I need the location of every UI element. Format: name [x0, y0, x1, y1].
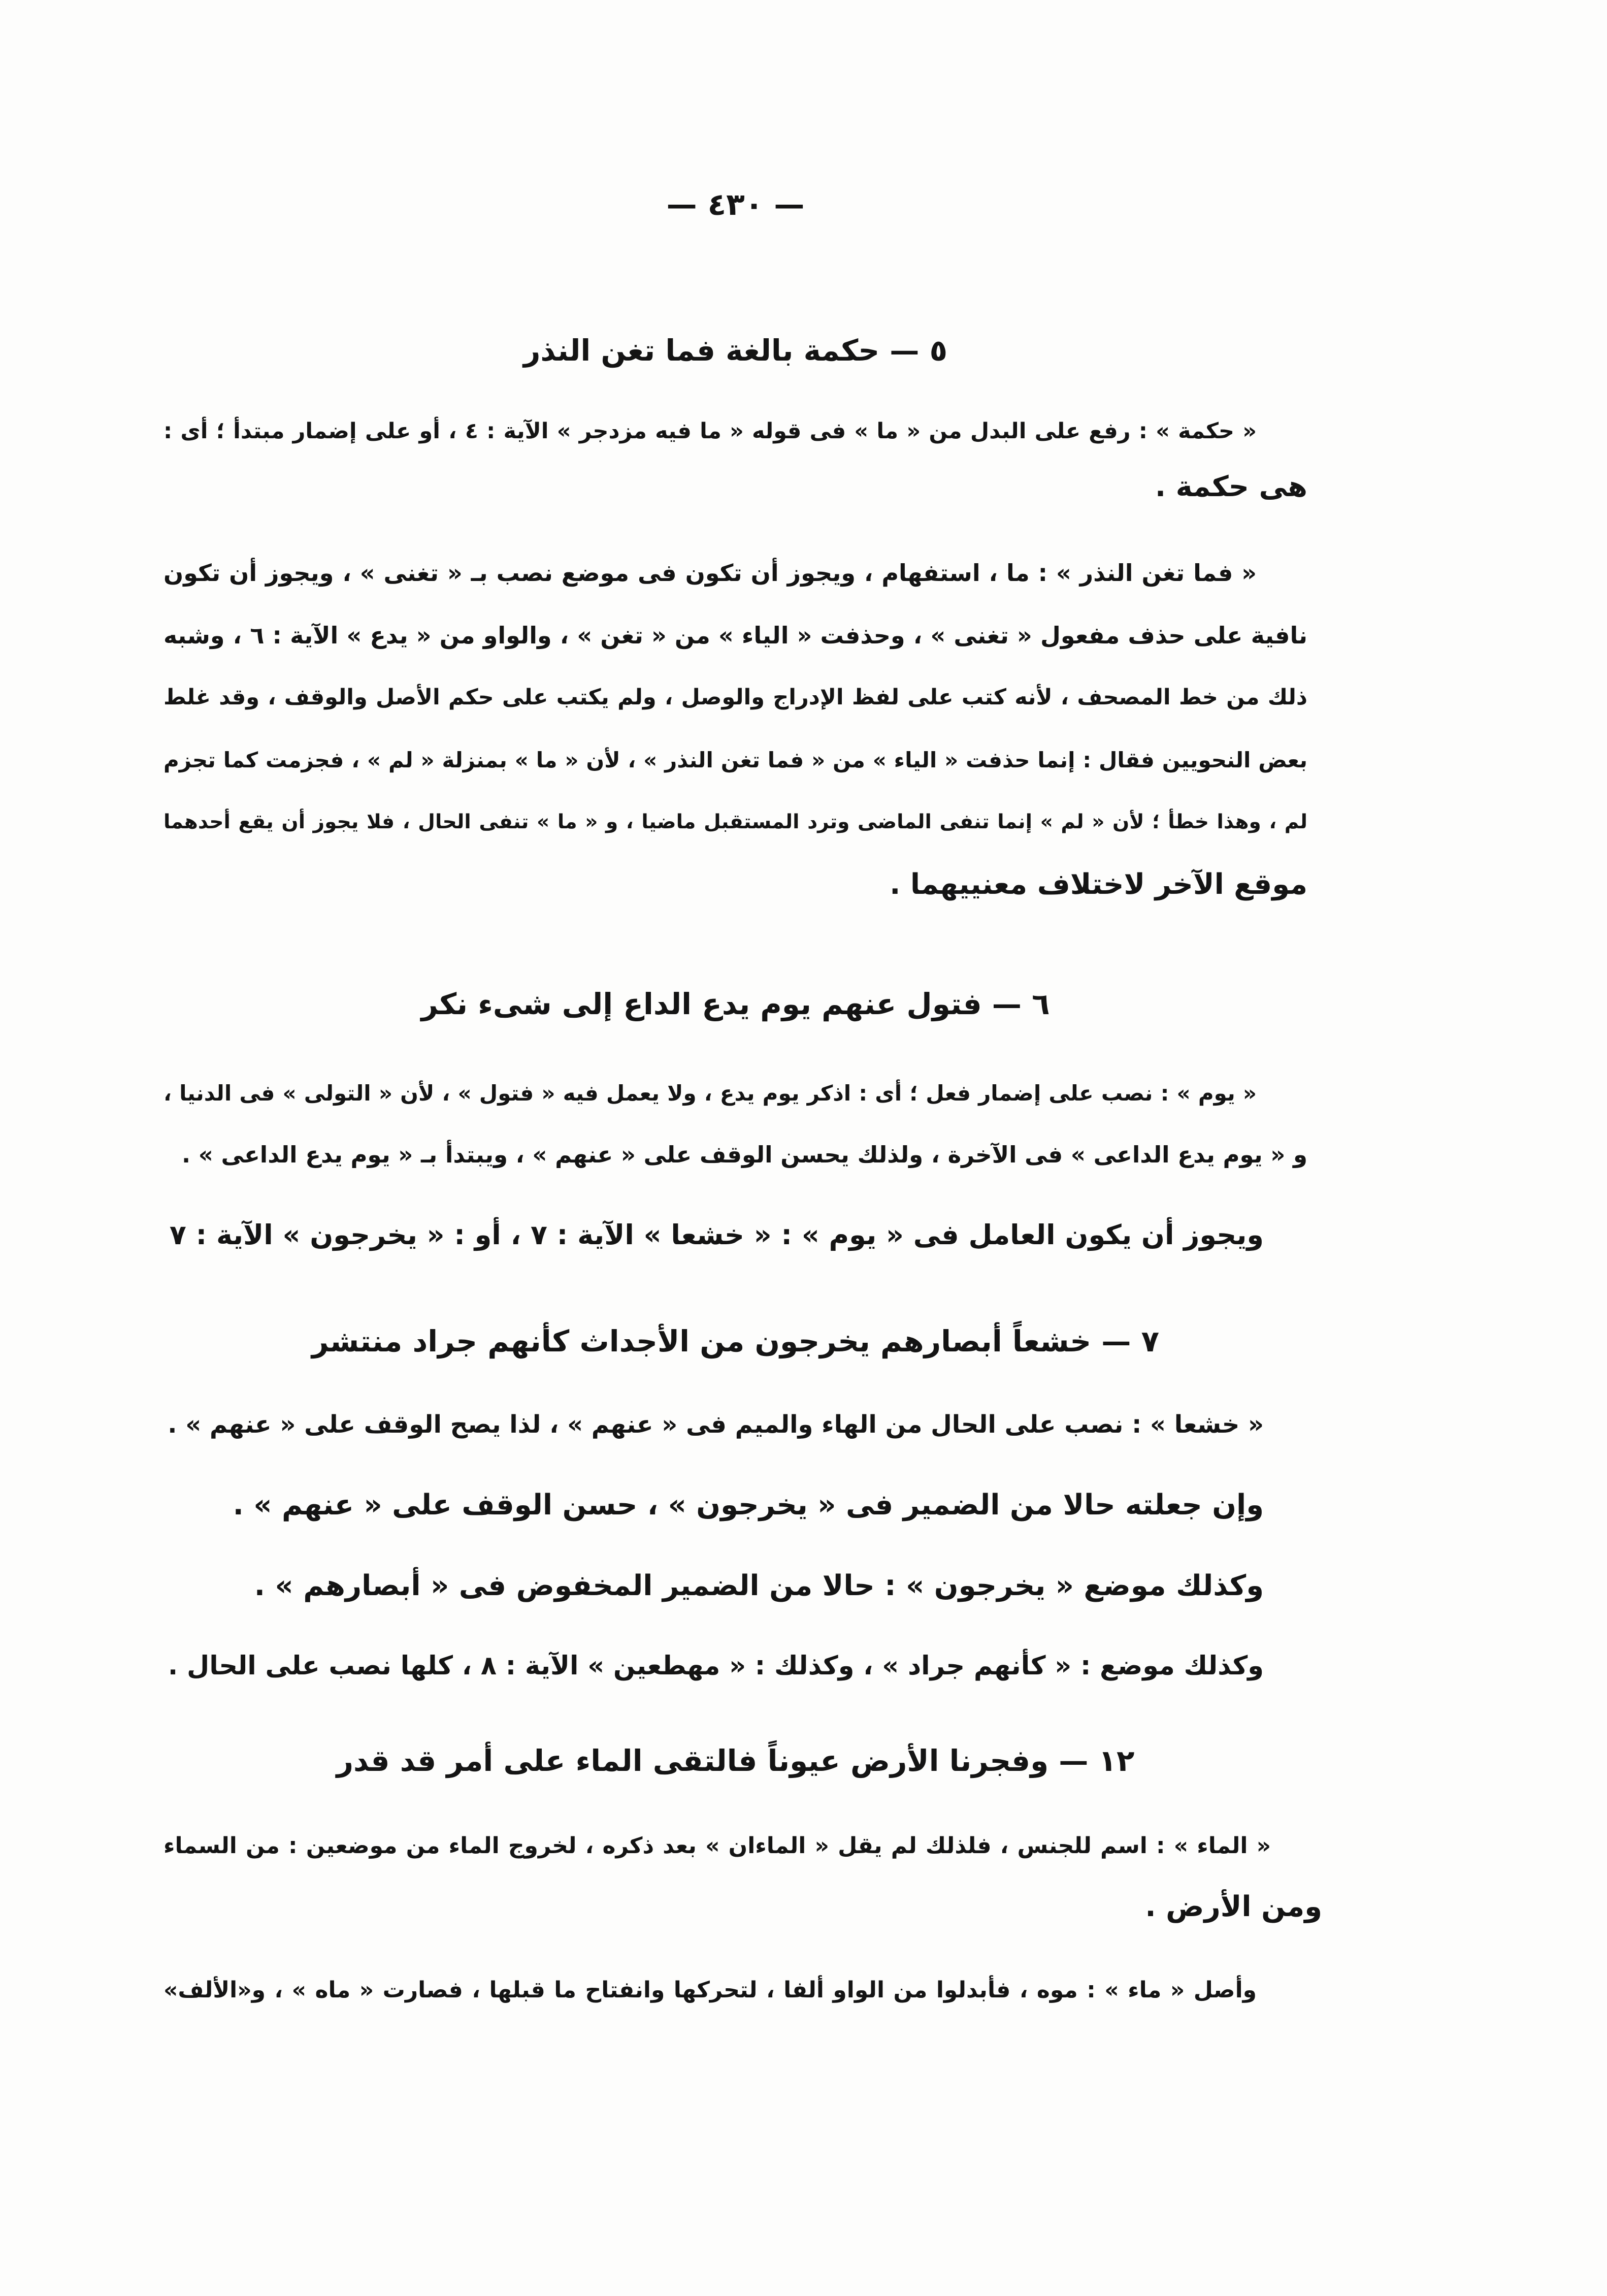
section-heading: ١٢ — وفجرنا الأرض عيوناً فالتقى الماء على أمر قد قدر — [336, 1743, 1135, 1778]
paragraph-line: وأصل « ماء » : موه ، فأبدلوا من الواو ألفا ، لتحركها وانفتاح ما قبلها ، فصارت « ماه » ، و«الألف» — [163, 1977, 1257, 2003]
paragraph-line: لم ، وهذا خطأ ؛ لأن « لم » إنما تنفى الماضى وترد المستقبل ماضيا ، و « ما » تنفى الحال ، فلا يجوز أن يقع أحدهما — [163, 811, 1307, 833]
paragraph-line: و « يوم يدع الداعى » فى الآخرة ، ولذلك يحسن الوقف على « عنهم » ، ويبتدأ بـ « يوم يدع الداعى » . — [182, 1141, 1307, 1168]
paragraph-line: « خشعا » : نصب على الحال من الهاء والميم فى « عنهم » ، لذا يصح الوقف على « عنهم » . — [168, 1410, 1264, 1439]
paragraph-line: « يوم » : نصب على إضمار فعل ؛ أى : اذكر يوم يدع ، ولا يعمل فيه « فتول » ، لأن « التولى » فى الدنيا ، — [163, 1081, 1257, 1106]
paragraph-line: « فما تغن النذر » : ما ، استفهام ، ويجوز أن تكون فى موضع نصب بـ « تغنى » ، ويجوز أن تكون — [163, 559, 1257, 587]
section-heading: ٦ — فتول عنهم يوم يدع الداع إلى شىء نكر — [421, 987, 1050, 1021]
section-heading: ٧ — خشعاً أبصارهم يخرجون من الأجداث كأنهم جراد منتشر — [311, 1324, 1160, 1359]
paragraph-line: ويجوز أن يكون العامل فى « يوم » : « خشعا » الآية : ٧ ، أو : « يخرجون » الآية : ٧ — [169, 1219, 1264, 1251]
paragraph-line: وكذلك موضع : « كأنهم جراد » ، وكذلك : « مهطعين » الآية : ٨ ، كلها نصب على الحال . — [168, 1651, 1264, 1681]
paragraph-line: ومن الأرض . — [1145, 1890, 1322, 1923]
page-number: — ٤٣٠ — — [666, 187, 805, 222]
paragraph-line: « حكمة » : رفع على البدل من « ما » فى قوله « ما فيه مزدجر » الآية : ٤ ، أو على إضمار مبتدأ ؛ أى : — [163, 418, 1257, 444]
paragraph-line: « الماء » : اسم للجنس ، فلذلك لم يقل « الماءان » بعد ذكره ، لخروج الماء من موضعين : من السماء — [163, 1833, 1271, 1859]
paragraph-line: هى حكمة . — [1155, 470, 1307, 503]
paragraph-line: بعض النحويين فقال : إنما حذفت « الياء » من « فما تغن النذر » ، لأن « ما » بمنزلة « لم » ، فجزمت كما تجزم — [163, 748, 1307, 772]
text-block — [163, 0, 1322, 2296]
paragraph-line: موقع الآخر لاختلاف معنييهما . — [890, 868, 1307, 901]
paragraph-line: نافية على حذف مفعول « تغنى » ، وحذفت « الياء » من « تغن » ، والواو من « يدع » الآية : ٦ ، وشبه — [163, 622, 1307, 649]
section-heading: ٥ — حكمة بالغة فما تغن النذر — [523, 333, 947, 368]
paragraph-line: ذلك من خط المصحف ، لأنه كتب على لفظ الإدراج والوصل ، ولم يكتب على حكم الأصل والوقف ، وقد غلط — [163, 685, 1307, 710]
paragraph-line: وإن جعلته حالا من الضمير فى « يخرجون » ، حسن الوقف على « عنهم » . — [233, 1489, 1264, 1522]
paragraph-line: وكذلك موضع « يخرجون » : حالا من الضمير المخفوض فى « أبصارهم » . — [254, 1569, 1264, 1602]
